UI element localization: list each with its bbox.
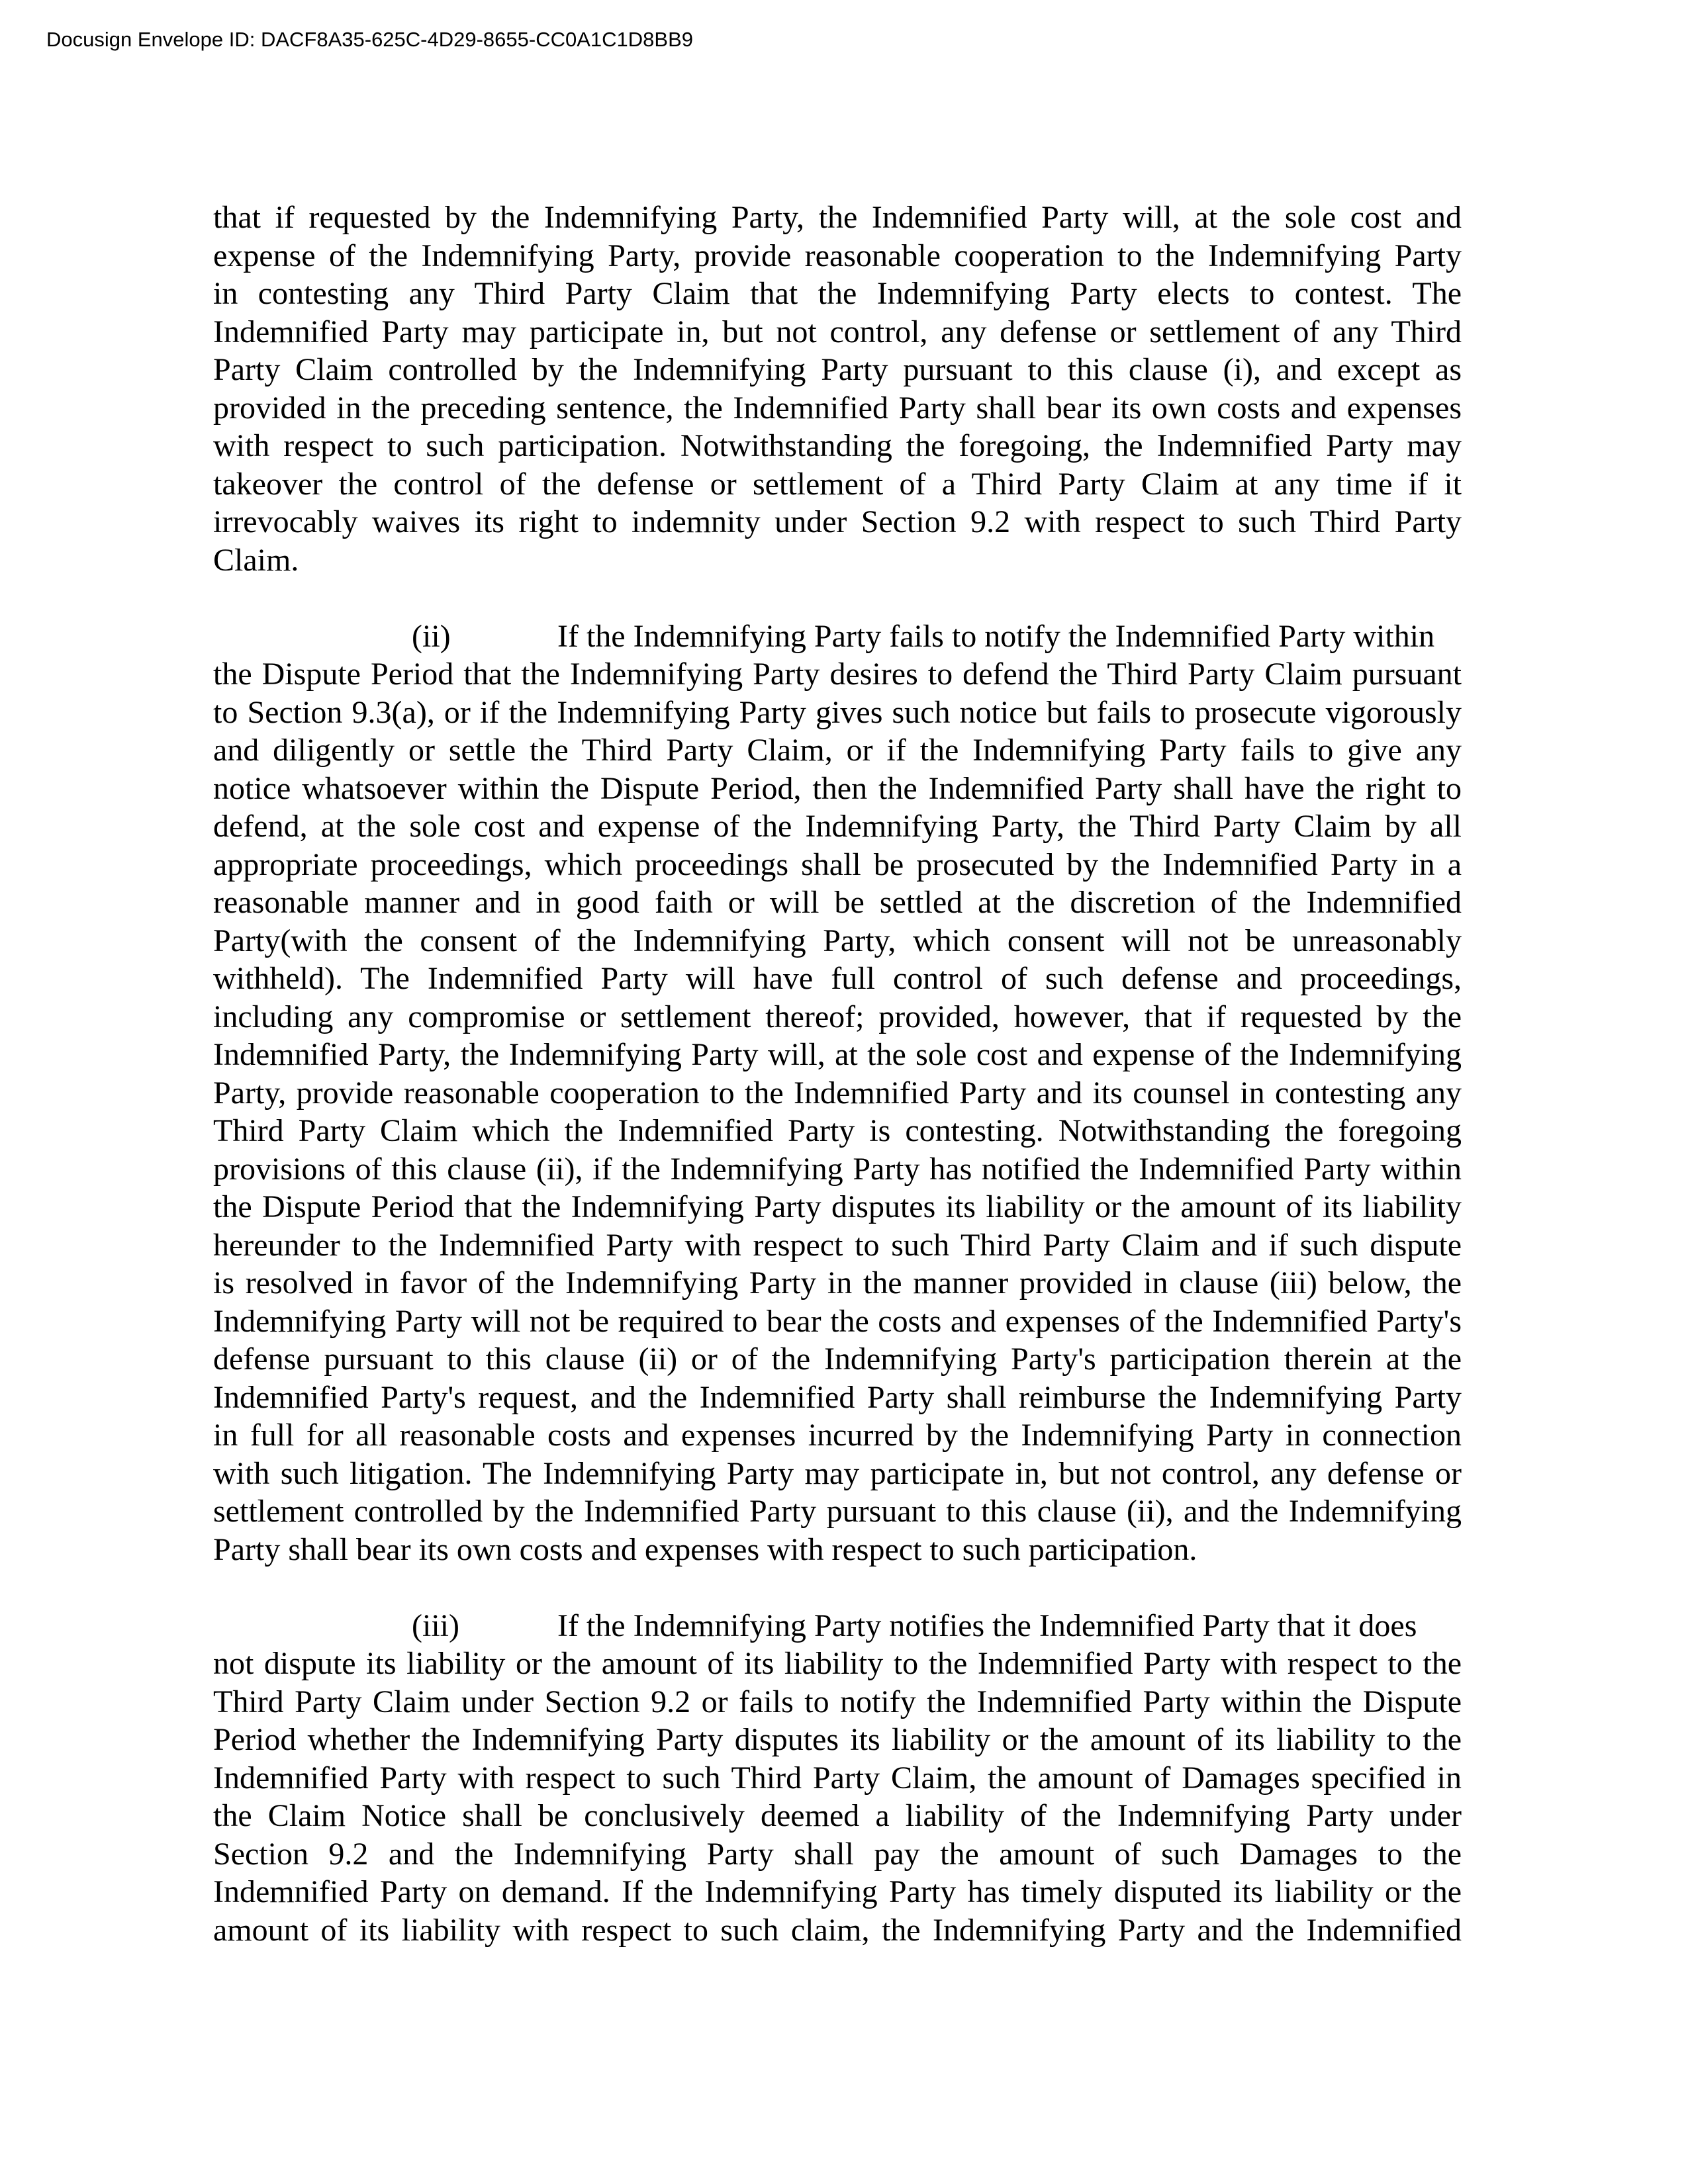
text-line: notice whatsoever within the Dispute Period, then the Indemnified Party shall have the right to [213, 770, 1462, 806]
text-line: provisions of this clause (ii), if the Indemnifying Party has notified the Indemnified Party within [213, 1151, 1462, 1187]
text-line: Party Claim controlled by the Indemnifying Party pursuant to this clause (i), and except as [213, 352, 1462, 387]
text-line: Section 9.2 and the Indemnifying Party shall pay the amount of such Damages to the [213, 1836, 1462, 1872]
text-line: Party(with the consent of the Indemnifying Party, which consent will not be unreasonably [213, 923, 1462, 958]
text-line: Indemnified Party on demand. If the Indemnifying Party has timely disputed its liability or the [213, 1874, 1462, 1909]
document-body [213, 199, 1462, 1987]
paragraph-clause-iii [213, 1607, 1462, 1950]
text-line: to Section 9.3(a), or if the Indemnifying Party gives such notice but fails to prosecute vigorously [213, 694, 1462, 730]
text-line: Party, provide reasonable cooperation to the Indemnified Party and its counsel in contesting any [213, 1075, 1462, 1111]
text-line: withheld). The Indemnified Party will have full control of such defense and proceedings, [213, 961, 1462, 996]
text-line: hereunder to the Indemnified Party with respect to such Third Party Claim and if such dispute [213, 1227, 1462, 1263]
text-line: Claim. [213, 542, 299, 578]
text-line: settlement controlled by the Indemnified Party pursuant to this clause (ii), and the Indemnifying [213, 1494, 1462, 1529]
text-line: amount of its liability with respect to such claim, the Indemnifying Party and the Indemnified [213, 1912, 1462, 1948]
text-line: Indemnifying Party will not be required to bear the costs and expenses of the Indemnified Party's [213, 1303, 1462, 1339]
text-line: defense pursuant to this clause (ii) or of the Indemnifying Party's participation therein at the [213, 1342, 1462, 1377]
paragraph-clause-ii [213, 617, 1462, 1569]
text-line: Period whether the Indemnifying Party disputes its liability or the amount of its liability to the [213, 1722, 1462, 1757]
text-line: in contesting any Third Party Claim that the Indemnifying Party elects to contest. The [213, 276, 1462, 311]
clause-iii-first-line: If the Indemnifying Party notifies the Indemnified Party that it does [557, 1608, 1417, 1643]
text-line: in full for all reasonable costs and expenses incurred by the Indemnifying Party in connection [213, 1418, 1462, 1453]
text-line: Party shall bear its own costs and expenses with respect to such participation. [213, 1531, 1197, 1567]
text-line: Indemnified Party with respect to such Third Party Claim, the amount of Damages specified in [213, 1760, 1462, 1796]
text-line: defend, at the sole cost and expense of the Indemnifying Party, the Third Party Claim by all [213, 809, 1462, 844]
text-line: expense of the Indemnifying Party, provide reasonable cooperation to the Indemnifying Party [213, 238, 1462, 273]
text-line: including any compromise or settlement thereof; provided, however, that if requested by the [213, 999, 1462, 1034]
clause-ii-first-line: If the Indemnifying Party fails to notify the Indemnified Party within [557, 618, 1435, 654]
text-line: appropriate proceedings, which proceedings shall be prosecuted by the Indemnified Party in a [213, 846, 1462, 882]
text-line: the Dispute Period that the Indemnifying Party disputes its liability or the amount of its liability [213, 1189, 1462, 1224]
text-line-first [213, 617, 1462, 656]
docusign-envelope-id: Docusign Envelope ID: DACF8A35-625C-4D29-8655-CC0A1C1D8BB9 [46, 28, 693, 51]
text-line: the Claim Notice shall be conclusively deemed a liability of the Indemnifying Party under [213, 1798, 1462, 1833]
text-line: and diligently or settle the Third Party Claim, or if the Indemnifying Party fails to give any [213, 733, 1462, 768]
text-line-first [213, 1607, 1462, 1645]
paragraph-clause-i-continuation [213, 199, 1462, 579]
text-line: Indemnified Party may participate in, but not control, any defense or settlement of any Third [213, 314, 1462, 349]
text-line: Indemnified Party, the Indemnifying Party will, at the sole cost and expense of the Indemnifying [213, 1037, 1462, 1072]
text-line: is resolved in favor of the Indemnifying Party in the manner provided in clause (iii) below, the [213, 1265, 1462, 1300]
text-line: Third Party Claim under Section 9.2 or fails to notify the Indemnified Party within the Dispute [213, 1684, 1462, 1719]
clause-marker-ii: (ii) [412, 618, 451, 654]
text-line: with respect to such participation. Notwithstanding the foregoing, the Indemnified Party may [213, 428, 1462, 463]
text-line: the Dispute Period that the Indemnifying Party desires to defend the Third Party Claim pursuant [213, 657, 1462, 692]
clause-marker-iii: (iii) [412, 1608, 459, 1643]
text-line: not dispute its liability or the amount of its liability to the Indemnified Party with respect to the [213, 1646, 1462, 1681]
text-line: reasonable manner and in good faith or will be settled at the discretion of the Indemnified [213, 885, 1462, 920]
text-line: that if requested by the Indemnifying Party, the Indemnified Party will, at the sole cost and [213, 200, 1462, 235]
text-line: irrevocably waives its right to indemnity under Section 9.2 with respect to such Third Party [213, 504, 1462, 539]
text-line: Third Party Claim which the Indemnified Party is contesting. Notwithstanding the foregoing [213, 1113, 1462, 1148]
text-line: with such litigation. The Indemnifying Party may participate in, but not control, any defense or [213, 1455, 1462, 1491]
text-line: provided in the preceding sentence, the Indemnified Party shall bear its own costs and expenses [213, 390, 1462, 426]
text-line: takeover the control of the defense or settlement of a Third Party Claim at any time if it [213, 466, 1462, 502]
text-line: Indemnified Party's request, and the Indemnified Party shall reimburse the Indemnifying Party [213, 1379, 1462, 1415]
